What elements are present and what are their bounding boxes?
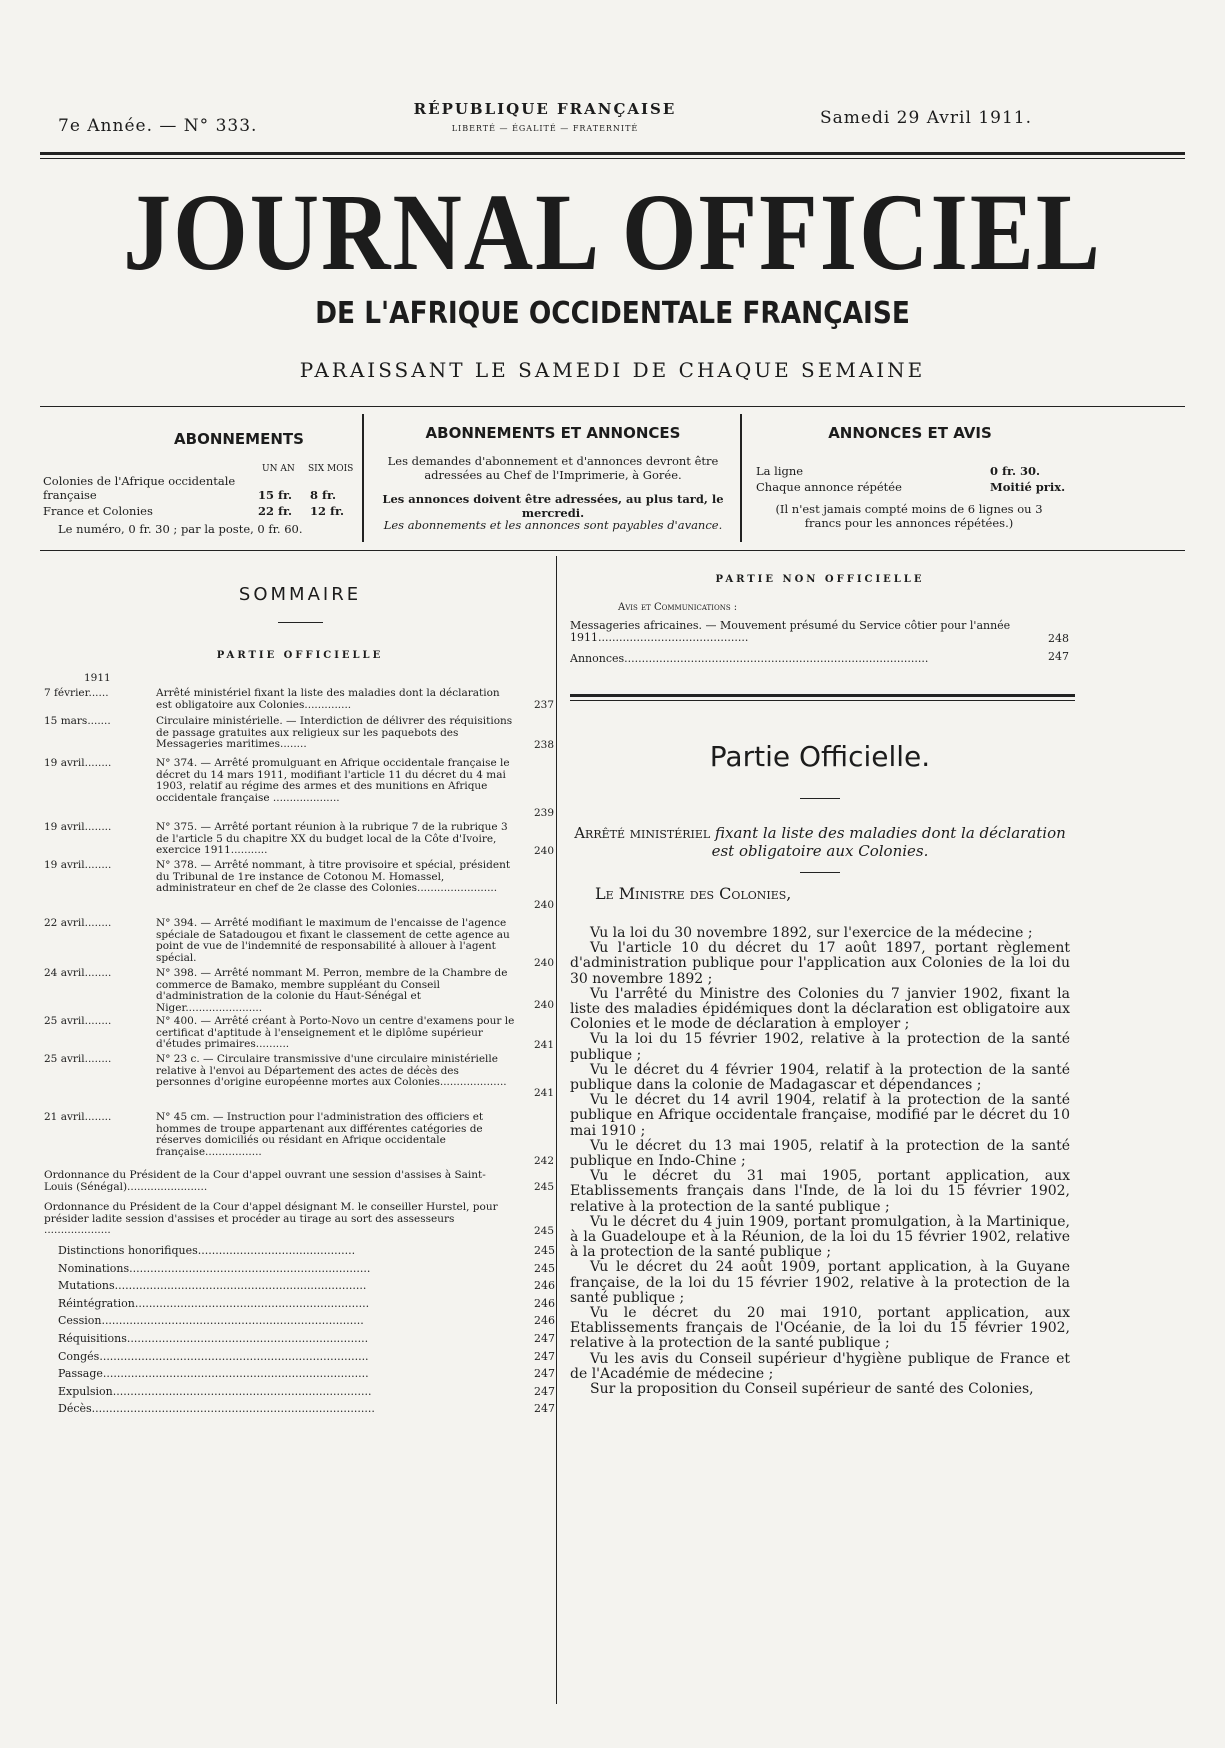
numero-price: Le numéro, 0 fr. 30 ; par la poste, 0 fr. 60. — [58, 522, 303, 536]
avis-communications: Avis et Communications : — [618, 602, 738, 613]
sommaire-entry-text: Circulaire ministérielle. — Interdiction de délivrer des réquisitions de passage gratuites aux religieux sur les paquebots des Messageries maritimes........ — [156, 715, 513, 750]
sommaire-entry-text: N° 23 c. — Circulaire transmissive d'une circulaire ministérielle relative à l'envoi au Département des actes de décès des personnes d'origine européenne mortes aux Colonies.................... — [156, 1053, 507, 1088]
sommaire-short-page: 247 — [534, 1402, 555, 1416]
sommaire-entry-date: 21 avril........ — [44, 1111, 112, 1123]
sommaire-short-label: Réquisitions..................................................................... — [58, 1332, 369, 1345]
ordonnance-2 — [44, 1201, 555, 1237]
sommaire-heading: SOMMAIRE — [238, 584, 362, 605]
issue-date: Samedi 29 Avril 1911. — [820, 108, 1032, 128]
sommaire-entry-page: 240 — [534, 899, 555, 911]
decree-paragraph: Vu la loi du 15 février 1902, relative à la protection de la santé publique ; — [570, 1031, 1070, 1063]
sommaire-short-label: Cession........................................................................... — [58, 1314, 364, 1328]
decree-paragraph: Sur la proposition du Conseil supérieur de santé des Colonies, — [590, 1381, 1034, 1398]
non-officielle-item1: Messageries africaines. — Mouvement présumé du Service côtier pour l'année 1911........................................... — [570, 619, 1011, 644]
sommaire-short-label: Décès................................................................................. — [58, 1402, 375, 1416]
sommaire-entry-page: 241 — [534, 1087, 555, 1099]
row1-mois: 8 fr. — [310, 488, 336, 502]
decree-paragraph: Vu le décret du 13 mai 1905, relatif à la protection de la santé publique en Indo-Chine ; — [570, 1137, 1070, 1170]
ordonnance-1 — [44, 1169, 555, 1193]
sommaire-short-label: Nominations..................................................................... — [58, 1261, 371, 1275]
header-rule-top — [40, 152, 1185, 155]
non-officielle-item2: Annonces....................................................................................... — [570, 652, 929, 665]
sommaire-entry-page: 240 — [534, 845, 555, 857]
band-divider-1 — [362, 414, 364, 542]
sommaire-entry-page: 241 — [534, 1039, 555, 1051]
sommaire-short-label: Réintégration................................................................... — [58, 1296, 370, 1310]
sommaire-short-label: Congés............................................................................. — [58, 1349, 369, 1363]
sommaire-short-page: 245 — [534, 1244, 555, 1257]
sommaire-short-page: 247 — [534, 1367, 555, 1381]
sommaire-short-page: 247 — [534, 1384, 555, 1398]
column-divider — [556, 556, 557, 1704]
decree-paragraph: Vu l'article 10 du décret du 17 août 1897, portant règlement d'administration publique pour l'application aux Colonies de la loi du 30 novembre 1892 ; — [570, 940, 1070, 987]
sommaire-entry-page: 237 — [534, 699, 555, 711]
sommaire-short-page: 245 — [534, 1261, 555, 1275]
ligne-price: 0 fr. 30. — [990, 464, 1040, 478]
row2-mois: 12 fr. — [310, 504, 344, 518]
header-rule-top-thin — [40, 158, 1185, 159]
sommaire-entry-page: 238 — [534, 739, 555, 751]
journal-tagline: PARAISSANT LE SAMEDI DE CHAQUE SEMAINE — [299, 358, 926, 382]
col-un-an: UN AN — [262, 464, 295, 474]
abonnements-annonces-heading: ABONNEMENTS ET ANNONCES — [425, 424, 681, 442]
band-divider-2 — [740, 414, 742, 542]
repetee-label: Chaque annonce répétée — [756, 480, 902, 494]
decree-paragraph: Vu le décret du 4 février 1904, relatif à la protection de la santé publique dans la colonie de Madagascar et dépendances ; — [570, 1061, 1070, 1094]
ordonnance-2-page: 245 — [534, 1225, 555, 1237]
arrete-rule — [800, 872, 840, 873]
non-officielle-item2-page: 247 — [1048, 650, 1069, 663]
ordonnance-1-page: 245 — [534, 1181, 555, 1193]
sommaire-entry-date: 19 avril........ — [44, 821, 112, 833]
sommaire-entry-text: N° 378. — Arrêté nommant, à titre provisoire et spécial, président du Tribunal de 1re instance de Cotonou M. Homassel, administrateur en chef de 2e classe des Colonies........................ — [156, 859, 511, 894]
sommaire-short-label: Passage............................................................................ — [58, 1367, 369, 1381]
aa-line2: Les annonces doivent être adressées, au plus tard, le mercredi. — [382, 492, 724, 520]
sommaire-entry-date: 19 avril........ — [44, 859, 112, 871]
sommaire-entry-text: N° 394. — Arrêté modifiant le maximum de l'encaisse de l'agence spéciale de Satadougou et fixant le classement de cette agence au point de vue de l'indemnité de responsabilité à allouer à l'agent spécial. — [156, 917, 510, 964]
sommaire-entry-page: 240 — [534, 957, 555, 969]
non-officielle-heading: PARTIE NON OFFICIELLE — [715, 574, 925, 585]
ordonnance-2-text: Ordonnance du Président de la Cour d'appel désignant M. le conseiller Hurstel, pour présider ladite session d'assises et procéder au tirage au sort des assesseurs .................... — [44, 1201, 498, 1236]
sommaire-short-label: Expulsion.......................................................................... — [58, 1384, 372, 1398]
decree-paragraph: Vu les avis du Conseil supérieur d'hygiène publique de France et de l'Académie de médecine ; — [570, 1350, 1070, 1382]
sommaire-short-page: 246 — [534, 1314, 555, 1328]
sommaire-year: 1911 — [84, 672, 111, 684]
sommaire-entry-date: 25 avril........ — [44, 1053, 112, 1065]
row1-label: Colonies de l'Afrique occidentale française — [43, 474, 236, 502]
issue-number: 7e Année. — N° 333. — [58, 116, 258, 136]
decree-paragraph: Vu le décret du 24 août 1909, portant application, à la Guyane française, de la loi du 15 février 1902, relative à la protection de la santé publique ; — [570, 1259, 1070, 1306]
decree-paragraph: Vu le décret du 14 avril 1904, relatif à la protection de la santé publique en Afrique occidentale française, modifié par le décret du 10 mai 1910 ; — [570, 1092, 1070, 1139]
sommaire-entry-date: 7 février...... — [44, 687, 109, 699]
sommaire-short-label: Distinctions honorifiques............................................. — [58, 1244, 356, 1257]
decree-paragraph: Vu la loi du 30 novembre 1892, sur l'exercice de la médecine ; — [590, 925, 1033, 941]
arrete-title-lead: Arrêté ministériel — [574, 824, 711, 842]
sommaire-short-label: Mutations........................................................................ — [58, 1279, 367, 1293]
sommaire-entry-text: N° 398. — Arrêté nommant M. Perron, membre de la Chambre de commerce de Bamako, membre suppléant du Conseil d'administration de la colonie du Haut-Sénégal et Niger....................... — [156, 967, 508, 1014]
sommaire-rule — [278, 622, 323, 623]
aa-line3: Les abonnements et les annonces sont payables d'avance. — [383, 518, 723, 532]
ligne-label: La ligne — [756, 464, 804, 478]
aa-line1: Les demandes d'abonnement et d'annonces devront être adressées au Chef de l'Imprimerie, à Gorée. — [387, 454, 719, 482]
ordonnance-1-text: Ordonnance du Président de la Cour d'appel ouvrant une session d'assises à Saint-Louis (Sénégal)........................ — [44, 1169, 486, 1193]
arrete-title-rest: fixant la liste des maladies dont la déclaration est obligatoire aux Colonies. — [711, 824, 1066, 860]
sommaire-entry-page: 242 — [534, 1155, 555, 1167]
abonnements-heading: ABONNEMENTS — [174, 430, 304, 448]
sommaire-entry-date: 22 avril........ — [44, 917, 112, 929]
row2-label: France et Colonies — [43, 504, 153, 518]
sommaire-entry-text: N° 374. — Arrêté promulguant en Afrique occidentale française le décret du 14 mars 1911, modifiant l'article 11 du décret du 4 mai 1903, relatif au régime des armes et des munitions en Afrique occidentale française .................... — [156, 757, 510, 804]
annonces-note: (Il n'est jamais compté moins de 6 lignes ou 3 francs pour les annonces répétées.) — [775, 502, 1043, 530]
sommaire-short-page: 247 — [534, 1349, 555, 1363]
partie-officielle-heading: Partie Officielle. — [709, 740, 931, 773]
journal-subtitle: DE L'AFRIQUE OCCIDENTALE FRANÇAISE — [315, 296, 910, 331]
sommaire-entry-text: N° 375. — Arrêté portant réunion à la rubrique 7 de la rubrique 3 de l'article 5 du chapitre XX du budget local de la Côte d'Ivoire, exercice 1911........... — [156, 821, 508, 856]
band-rule-bottom — [40, 550, 1185, 551]
section-rule-thin — [570, 700, 1075, 701]
devise-label: LIBERTÉ — ÉGALITÉ — FRATERNITÉ — [451, 124, 639, 133]
sommaire-entry-text: N° 45 cm. — Instruction pour l'administration des officiers et hommes de troupe appartenant aux différentes catégories de réserves domiciliés ou résidant en Afrique occidentale française................. — [156, 1111, 484, 1158]
row1-an: 15 fr. — [258, 488, 292, 502]
sommaire-entry-page: 239 — [534, 807, 555, 819]
row2-an: 22 fr. — [258, 504, 292, 518]
decree-paragraph: Vu le décret du 4 juin 1909, portant promulgation, à la Martinique, à la Guadeloupe et à la Réunion, de la loi du 15 février 1902, relative à la protection de la santé publique ; — [570, 1213, 1070, 1261]
repetee-price: Moitié prix. — [990, 480, 1066, 494]
sommaire-entry-text: N° 400. — Arrêté créant à Porto-Novo un centre d'examens pour le certificat d'aptitude à l'enseignement et le diplôme supérieur d'études primaires.......... — [156, 1015, 515, 1050]
sommaire-entry-date: 24 avril........ — [44, 967, 112, 979]
decree-body — [570, 926, 1070, 1397]
decree-paragraph: Vu le décret du 20 mai 1910, portant application, aux Etablissements français de l'Océanie, de la loi du 15 février 1902, relative à la protection de la santé publique ; — [570, 1305, 1070, 1352]
sommaire-short-page: 246 — [534, 1296, 555, 1310]
col-six-mois: SIX MOIS — [308, 464, 354, 474]
arrete-title — [570, 824, 1070, 860]
sommaire-entry-text: Arrêté ministériel fixant la liste des maladies dont la déclaration est obligatoire aux Colonies.............. — [156, 687, 500, 711]
decree-paragraph: Vu le décret du 31 mai 1905, portant application, aux Etablissements français dans l'Inde, de la loi du 15 février 1902, relative à la protection de la santé publique ; — [570, 1168, 1070, 1215]
sommaire-entry-date: 19 avril........ — [44, 757, 112, 769]
section-rule — [570, 694, 1075, 697]
band-rule-top — [40, 406, 1185, 407]
sommaire-short-page: 247 — [534, 1332, 555, 1345]
annonces-avis-heading: ANNONCES ET AVIS — [828, 424, 992, 442]
annonces-avis-box — [750, 410, 1070, 550]
sommaire-entry-page: 240 — [534, 999, 555, 1011]
non-officielle-item1-page: 248 — [1048, 632, 1069, 645]
ministre-line: Le Ministre des Colonies, — [595, 884, 792, 903]
partie-officielle-label: PARTIE OFFICIELLE — [216, 650, 384, 661]
sommaire-short-page: 246 — [534, 1279, 555, 1293]
decree-paragraph: Vu l'arrêté du Ministre des Colonies du 7 janvier 1902, fixant la liste des maladies épidémiques dont la déclaration est obligatoire aux Colonies et le mode de déclaration à employer ; — [570, 985, 1070, 1033]
sommaire-entry-date: 25 avril........ — [44, 1015, 112, 1027]
partie-officielle-rule — [800, 798, 840, 799]
abonnements-annonces-box — [372, 410, 734, 550]
journal-title: JOURNAL OFFICIEL — [123, 169, 1102, 294]
abonnements-box — [40, 410, 358, 550]
republique-label: RÉPUBLIQUE FRANÇAISE — [413, 100, 677, 118]
sommaire-entry-date: 15 mars....... — [44, 715, 111, 727]
